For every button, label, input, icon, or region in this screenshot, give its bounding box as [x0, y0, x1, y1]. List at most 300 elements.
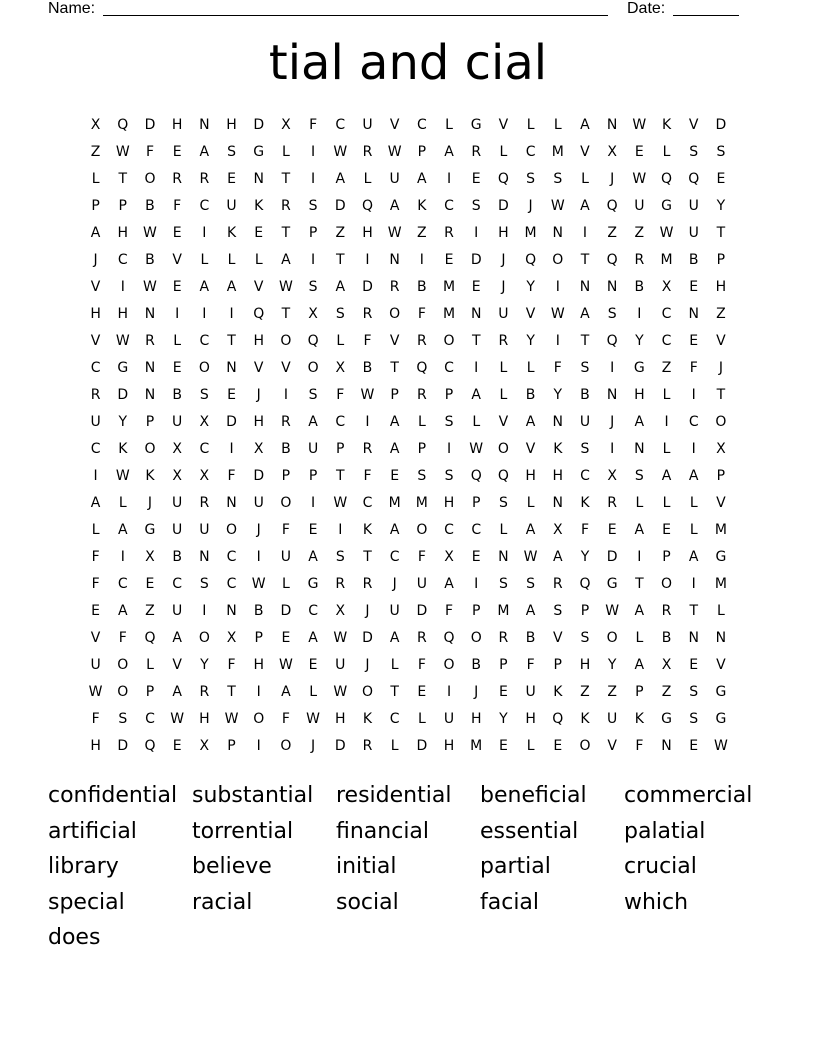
- grid-cell[interactable]: O: [198, 629, 210, 646]
- grid-cell[interactable]: U: [280, 548, 292, 565]
- grid-cell[interactable]: L: [363, 170, 372, 187]
- grid-cell[interactable]: C: [661, 305, 672, 322]
- grid-cell[interactable]: E: [607, 521, 617, 538]
- grid-cell[interactable]: B: [661, 629, 672, 646]
- grid-cell[interactable]: L: [336, 332, 345, 349]
- grid-cell[interactable]: P: [227, 737, 236, 754]
- grid-cell[interactable]: S: [526, 575, 536, 592]
- grid-cell[interactable]: W: [224, 710, 239, 727]
- grid-cell[interactable]: X: [172, 440, 182, 457]
- grid-cell[interactable]: V: [253, 359, 264, 376]
- grid-cell[interactable]: O: [280, 332, 292, 349]
- grid-cell[interactable]: T: [716, 386, 726, 403]
- grid-cell[interactable]: L: [173, 332, 182, 349]
- grid-cell[interactable]: L: [227, 251, 236, 268]
- grid-cell[interactable]: S: [689, 683, 699, 700]
- grid-cell[interactable]: W: [115, 332, 130, 349]
- grid-cell[interactable]: T: [716, 224, 726, 241]
- grid-cell[interactable]: S: [227, 143, 236, 160]
- grid-cell[interactable]: U: [634, 197, 645, 214]
- grid-cell[interactable]: Y: [716, 197, 726, 214]
- grid-cell[interactable]: R: [362, 143, 373, 160]
- grid-cell[interactable]: G: [253, 143, 265, 160]
- grid-cell[interactable]: C: [145, 710, 155, 727]
- grid-cell[interactable]: A: [580, 116, 590, 133]
- grid-cell[interactable]: F: [118, 629, 127, 646]
- grid-cell[interactable]: X: [172, 467, 182, 484]
- grid-cell[interactable]: W: [387, 143, 402, 160]
- grid-cell[interactable]: L: [499, 386, 508, 403]
- grid-cell[interactable]: F: [580, 521, 589, 538]
- grid-cell[interactable]: M: [442, 278, 456, 295]
- grid-cell[interactable]: H: [525, 710, 536, 727]
- grid-cell[interactable]: P: [417, 143, 427, 160]
- grid-cell[interactable]: E: [308, 656, 318, 673]
- grid-cell[interactable]: I: [311, 170, 316, 187]
- grid-cell[interactable]: A: [525, 413, 536, 430]
- grid-cell[interactable]: N: [498, 548, 509, 565]
- grid-cell[interactable]: S: [689, 710, 699, 727]
- grid-cell[interactable]: Z: [145, 602, 155, 619]
- grid-cell[interactable]: A: [308, 629, 318, 646]
- grid-cell[interactable]: L: [499, 143, 508, 160]
- grid-cell[interactable]: M: [714, 521, 727, 538]
- grid-cell[interactable]: Q: [443, 629, 455, 646]
- grid-cell[interactable]: O: [253, 710, 265, 727]
- grid-cell[interactable]: U: [389, 602, 400, 619]
- grid-cell[interactable]: R: [498, 332, 509, 349]
- grid-cell[interactable]: W: [88, 683, 103, 700]
- grid-cell[interactable]: E: [662, 521, 671, 538]
- grid-cell[interactable]: C: [525, 143, 536, 160]
- grid-cell[interactable]: T: [281, 305, 291, 322]
- grid-cell[interactable]: Z: [607, 224, 617, 241]
- grid-cell[interactable]: L: [553, 116, 562, 133]
- grid-cell[interactable]: W: [333, 629, 348, 646]
- grid-cell[interactable]: A: [90, 224, 101, 241]
- grid-cell[interactable]: D: [226, 413, 237, 430]
- grid-cell[interactable]: I: [311, 143, 316, 160]
- grid-cell[interactable]: L: [282, 575, 290, 592]
- grid-cell[interactable]: W: [632, 116, 647, 133]
- grid-cell[interactable]: W: [278, 656, 293, 673]
- grid-cell[interactable]: N: [606, 278, 618, 295]
- grid-cell[interactable]: S: [498, 494, 508, 511]
- grid-cell[interactable]: T: [336, 251, 345, 268]
- grid-cell[interactable]: K: [362, 710, 373, 727]
- grid-cell[interactable]: U: [90, 656, 101, 673]
- grid-cell[interactable]: E: [91, 602, 101, 619]
- grid-cell[interactable]: E: [689, 737, 699, 754]
- grid-cell[interactable]: H: [90, 305, 101, 322]
- grid-cell[interactable]: W: [115, 467, 130, 484]
- grid-cell[interactable]: T: [580, 332, 590, 349]
- grid-cell[interactable]: D: [470, 251, 482, 268]
- grid-cell[interactable]: W: [632, 170, 647, 187]
- grid-cell[interactable]: T: [227, 683, 236, 700]
- grid-cell[interactable]: D: [362, 629, 373, 646]
- grid-cell[interactable]: I: [582, 224, 588, 241]
- grid-cell[interactable]: P: [471, 602, 481, 619]
- grid-cell[interactable]: O: [280, 737, 292, 754]
- grid-cell[interactable]: S: [335, 305, 345, 322]
- grid-cell[interactable]: A: [172, 683, 182, 700]
- grid-cell[interactable]: O: [144, 170, 156, 187]
- grid-cell[interactable]: P: [254, 629, 263, 646]
- grid-cell[interactable]: U: [172, 602, 183, 619]
- grid-cell[interactable]: E: [498, 683, 508, 700]
- grid-cell[interactable]: A: [172, 629, 182, 646]
- grid-cell[interactable]: S: [199, 575, 209, 592]
- grid-cell[interactable]: B: [172, 548, 182, 565]
- grid-cell[interactable]: F: [417, 548, 426, 565]
- grid-cell[interactable]: O: [579, 737, 591, 754]
- grid-cell[interactable]: M: [470, 737, 483, 754]
- grid-cell[interactable]: Z: [335, 224, 346, 241]
- grid-cell[interactable]: A: [634, 602, 645, 619]
- grid-cell[interactable]: O: [389, 305, 401, 322]
- grid-cell[interactable]: N: [470, 305, 482, 322]
- grid-cell[interactable]: A: [444, 143, 454, 160]
- grid-cell[interactable]: C: [199, 197, 210, 214]
- grid-cell[interactable]: N: [144, 359, 156, 376]
- grid-cell[interactable]: Q: [470, 467, 482, 484]
- grid-cell[interactable]: Y: [200, 656, 209, 673]
- grid-cell[interactable]: L: [417, 710, 426, 727]
- grid-cell[interactable]: E: [634, 143, 644, 160]
- grid-cell[interactable]: F: [417, 305, 426, 322]
- grid-cell[interactable]: I: [229, 440, 234, 457]
- grid-cell[interactable]: Q: [606, 251, 618, 268]
- grid-cell[interactable]: A: [199, 143, 210, 160]
- grid-cell[interactable]: H: [171, 116, 183, 133]
- grid-cell[interactable]: M: [388, 494, 401, 511]
- grid-cell[interactable]: U: [172, 494, 183, 511]
- grid-cell[interactable]: F: [173, 197, 182, 214]
- grid-cell[interactable]: R: [362, 737, 373, 754]
- grid-cell[interactable]: C: [362, 494, 373, 511]
- grid-cell[interactable]: H: [552, 467, 564, 484]
- grid-cell[interactable]: I: [256, 737, 261, 754]
- grid-cell[interactable]: F: [91, 575, 100, 592]
- grid-cell[interactable]: S: [444, 413, 454, 430]
- grid-cell[interactable]: E: [254, 224, 264, 241]
- grid-cell[interactable]: R: [172, 170, 183, 187]
- grid-cell[interactable]: E: [172, 143, 182, 160]
- grid-cell[interactable]: C: [389, 548, 400, 565]
- grid-cell[interactable]: B: [471, 656, 482, 673]
- grid-cell[interactable]: L: [309, 683, 317, 700]
- grid-cell[interactable]: E: [471, 548, 481, 565]
- grid-cell[interactable]: A: [389, 440, 400, 457]
- grid-cell[interactable]: H: [117, 224, 129, 241]
- grid-cell[interactable]: J: [718, 359, 723, 376]
- grid-cell[interactable]: O: [307, 359, 319, 376]
- grid-cell[interactable]: X: [444, 548, 454, 565]
- grid-cell[interactable]: Y: [635, 332, 644, 349]
- grid-cell[interactable]: J: [256, 386, 261, 403]
- word-search-grid[interactable]: [82, 111, 740, 759]
- grid-cell[interactable]: L: [282, 143, 290, 160]
- grid-cell[interactable]: L: [662, 386, 671, 403]
- grid-cell[interactable]: G: [661, 710, 672, 727]
- grid-cell[interactable]: C: [444, 521, 454, 538]
- grid-cell[interactable]: K: [145, 467, 155, 484]
- grid-cell[interactable]: Q: [661, 170, 673, 187]
- grid-cell[interactable]: L: [662, 143, 671, 160]
- grid-cell[interactable]: Q: [497, 170, 509, 187]
- grid-cell[interactable]: E: [689, 278, 699, 295]
- grid-cell[interactable]: S: [580, 629, 590, 646]
- grid-cell[interactable]: G: [307, 575, 319, 592]
- grid-cell[interactable]: Z: [661, 683, 672, 700]
- grid-cell[interactable]: T: [580, 251, 590, 268]
- grid-cell[interactable]: S: [335, 548, 345, 565]
- grid-cell[interactable]: Q: [606, 332, 618, 349]
- grid-cell[interactable]: D: [144, 116, 156, 133]
- grid-cell[interactable]: K: [362, 521, 373, 538]
- grid-cell[interactable]: U: [253, 494, 264, 511]
- grid-cell[interactable]: B: [362, 359, 373, 376]
- grid-cell[interactable]: J: [392, 575, 397, 592]
- grid-cell[interactable]: X: [716, 440, 726, 457]
- grid-cell[interactable]: U: [172, 521, 183, 538]
- grid-cell[interactable]: K: [553, 683, 563, 700]
- grid-cell[interactable]: N: [552, 224, 564, 241]
- grid-cell[interactable]: L: [390, 656, 399, 673]
- grid-cell[interactable]: V: [253, 278, 264, 295]
- grid-cell[interactable]: J: [528, 197, 533, 214]
- grid-cell[interactable]: L: [635, 629, 644, 646]
- grid-cell[interactable]: C: [199, 440, 210, 457]
- grid-cell[interactable]: Z: [607, 683, 617, 700]
- grid-cell[interactable]: P: [580, 602, 590, 619]
- grid-cell[interactable]: I: [610, 440, 615, 457]
- grid-cell[interactable]: L: [254, 251, 263, 268]
- grid-cell[interactable]: Q: [416, 359, 428, 376]
- grid-cell[interactable]: Q: [117, 116, 129, 133]
- grid-cell[interactable]: O: [117, 683, 129, 700]
- grid-cell[interactable]: O: [661, 575, 673, 592]
- grid-cell[interactable]: A: [281, 683, 291, 700]
- grid-cell[interactable]: N: [606, 116, 618, 133]
- grid-cell[interactable]: Y: [526, 332, 535, 349]
- grid-cell[interactable]: R: [199, 494, 210, 511]
- grid-cell[interactable]: F: [281, 710, 290, 727]
- grid-cell[interactable]: R: [552, 575, 563, 592]
- grid-cell[interactable]: Q: [253, 305, 265, 322]
- grid-cell[interactable]: E: [471, 278, 481, 295]
- grid-cell[interactable]: A: [525, 602, 536, 619]
- grid-cell[interactable]: G: [606, 575, 618, 592]
- grid-cell[interactable]: P: [390, 386, 399, 403]
- grid-cell[interactable]: H: [253, 332, 264, 349]
- grid-cell[interactable]: A: [335, 278, 346, 295]
- grid-cell[interactable]: R: [335, 575, 346, 592]
- grid-cell[interactable]: H: [443, 737, 455, 754]
- grid-cell[interactable]: D: [334, 197, 346, 214]
- grid-cell[interactable]: B: [253, 602, 264, 619]
- grid-cell[interactable]: I: [256, 683, 261, 700]
- grid-cell[interactable]: V: [389, 332, 400, 349]
- grid-cell[interactable]: N: [715, 629, 727, 646]
- grid-cell[interactable]: U: [688, 224, 699, 241]
- grid-cell[interactable]: W: [523, 548, 538, 565]
- grid-cell[interactable]: Q: [144, 629, 156, 646]
- grid-cell[interactable]: F: [363, 332, 372, 349]
- grid-cell[interactable]: L: [472, 413, 481, 430]
- grid-cell[interactable]: L: [417, 413, 426, 430]
- grid-cell[interactable]: S: [308, 386, 318, 403]
- grid-cell[interactable]: J: [610, 413, 615, 430]
- grid-cell[interactable]: V: [716, 656, 726, 673]
- grid-cell[interactable]: X: [226, 629, 237, 646]
- grid-cell[interactable]: S: [526, 170, 536, 187]
- grid-cell[interactable]: F: [689, 359, 698, 376]
- grid-cell[interactable]: W: [251, 575, 266, 592]
- grid-cell[interactable]: V: [281, 359, 291, 376]
- grid-cell[interactable]: F: [336, 386, 345, 403]
- grid-cell[interactable]: X: [607, 143, 617, 160]
- grid-cell[interactable]: T: [390, 683, 399, 700]
- grid-cell[interactable]: V: [688, 116, 699, 133]
- grid-cell[interactable]: R: [199, 170, 210, 187]
- grid-cell[interactable]: I: [338, 521, 343, 538]
- grid-cell[interactable]: S: [308, 278, 318, 295]
- grid-cell[interactable]: K: [417, 197, 427, 214]
- grid-cell[interactable]: N: [552, 413, 564, 430]
- grid-cell[interactable]: C: [661, 332, 672, 349]
- grid-cell[interactable]: X: [90, 116, 101, 133]
- grid-cell[interactable]: L: [390, 737, 399, 754]
- grid-cell[interactable]: G: [715, 548, 727, 565]
- grid-cell[interactable]: E: [498, 737, 508, 754]
- grid-cell[interactable]: D: [334, 737, 346, 754]
- grid-cell[interactable]: P: [716, 251, 726, 268]
- grid-cell[interactable]: A: [688, 467, 699, 484]
- grid-cell[interactable]: N: [226, 602, 237, 619]
- grid-cell[interactable]: Q: [606, 197, 618, 214]
- grid-cell[interactable]: O: [226, 521, 238, 538]
- grid-cell[interactable]: A: [117, 602, 128, 619]
- grid-cell[interactable]: A: [335, 170, 346, 187]
- grid-cell[interactable]: V: [172, 251, 182, 268]
- grid-cell[interactable]: I: [311, 494, 316, 511]
- grid-cell[interactable]: W: [550, 197, 565, 214]
- grid-cell[interactable]: P: [716, 467, 726, 484]
- grid-cell[interactable]: U: [199, 521, 210, 538]
- grid-cell[interactable]: J: [610, 170, 615, 187]
- grid-cell[interactable]: C: [580, 467, 590, 484]
- grid-cell[interactable]: S: [580, 440, 590, 457]
- grid-cell[interactable]: L: [499, 521, 508, 538]
- grid-cell[interactable]: D: [117, 386, 129, 403]
- grid-cell[interactable]: U: [389, 170, 400, 187]
- grid-cell[interactable]: X: [308, 305, 318, 322]
- grid-cell[interactable]: E: [172, 224, 182, 241]
- grid-cell[interactable]: V: [552, 629, 563, 646]
- grid-cell[interactable]: U: [688, 197, 699, 214]
- grid-cell[interactable]: O: [443, 656, 455, 673]
- grid-cell[interactable]: X: [281, 116, 291, 133]
- grid-cell[interactable]: D: [498, 197, 509, 214]
- grid-cell[interactable]: I: [175, 305, 180, 322]
- grid-cell[interactable]: M: [714, 575, 727, 592]
- grid-cell[interactable]: I: [691, 575, 696, 592]
- grid-cell[interactable]: J: [474, 683, 479, 700]
- grid-cell[interactable]: R: [281, 197, 291, 214]
- grid-cell[interactable]: P: [662, 548, 671, 565]
- grid-cell[interactable]: Y: [118, 413, 128, 430]
- grid-cell[interactable]: C: [416, 116, 427, 133]
- grid-cell[interactable]: M: [497, 602, 510, 619]
- grid-cell[interactable]: S: [689, 143, 699, 160]
- grid-cell[interactable]: R: [362, 575, 373, 592]
- grid-cell[interactable]: I: [93, 467, 98, 484]
- grid-cell[interactable]: R: [416, 332, 427, 349]
- grid-cell[interactable]: A: [117, 521, 128, 538]
- grid-cell[interactable]: E: [145, 575, 155, 592]
- grid-cell[interactable]: L: [445, 116, 453, 133]
- grid-cell[interactable]: U: [443, 710, 455, 727]
- grid-cell[interactable]: V: [716, 494, 726, 511]
- grid-cell[interactable]: E: [417, 683, 427, 700]
- grid-cell[interactable]: L: [526, 359, 535, 376]
- grid-cell[interactable]: O: [606, 629, 618, 646]
- grid-cell[interactable]: U: [362, 116, 373, 133]
- grid-cell[interactable]: Z: [580, 683, 590, 700]
- grid-cell[interactable]: W: [143, 278, 157, 295]
- grid-cell[interactable]: B: [281, 440, 291, 457]
- grid-cell[interactable]: N: [661, 737, 672, 754]
- grid-cell[interactable]: C: [308, 602, 318, 619]
- grid-cell[interactable]: E: [553, 737, 563, 754]
- grid-cell[interactable]: L: [91, 170, 100, 187]
- grid-cell[interactable]: P: [91, 197, 100, 214]
- grid-cell[interactable]: K: [118, 440, 128, 457]
- grid-cell[interactable]: T: [689, 602, 698, 619]
- grid-cell[interactable]: F: [145, 143, 154, 160]
- grid-cell[interactable]: Z: [417, 224, 427, 241]
- grid-cell[interactable]: O: [416, 521, 428, 538]
- grid-cell[interactable]: V: [607, 737, 617, 754]
- grid-cell[interactable]: I: [256, 548, 261, 565]
- grid-cell[interactable]: P: [308, 224, 318, 241]
- grid-cell[interactable]: M: [660, 251, 673, 268]
- grid-cell[interactable]: S: [634, 467, 644, 484]
- grid-cell[interactable]: C: [335, 413, 346, 430]
- grid-cell[interactable]: N: [144, 305, 156, 322]
- grid-cell[interactable]: Q: [688, 170, 700, 187]
- grid-cell[interactable]: A: [580, 305, 590, 322]
- grid-cell[interactable]: O: [280, 494, 292, 511]
- grid-cell[interactable]: Z: [90, 143, 101, 160]
- grid-cell[interactable]: R: [281, 413, 291, 430]
- grid-cell[interactable]: I: [446, 440, 452, 457]
- grid-cell[interactable]: W: [333, 683, 348, 700]
- grid-cell[interactable]: J: [256, 521, 261, 538]
- grid-cell[interactable]: S: [716, 143, 726, 160]
- grid-cell[interactable]: H: [199, 710, 210, 727]
- grid-cell[interactable]: J: [501, 251, 506, 268]
- grid-cell[interactable]: L: [635, 494, 644, 511]
- grid-cell[interactable]: C: [688, 413, 699, 430]
- grid-cell[interactable]: H: [715, 278, 727, 295]
- grid-cell[interactable]: U: [90, 413, 101, 430]
- grid-cell[interactable]: C: [90, 440, 101, 457]
- grid-cell[interactable]: I: [202, 305, 207, 322]
- grid-cell[interactable]: T: [336, 467, 345, 484]
